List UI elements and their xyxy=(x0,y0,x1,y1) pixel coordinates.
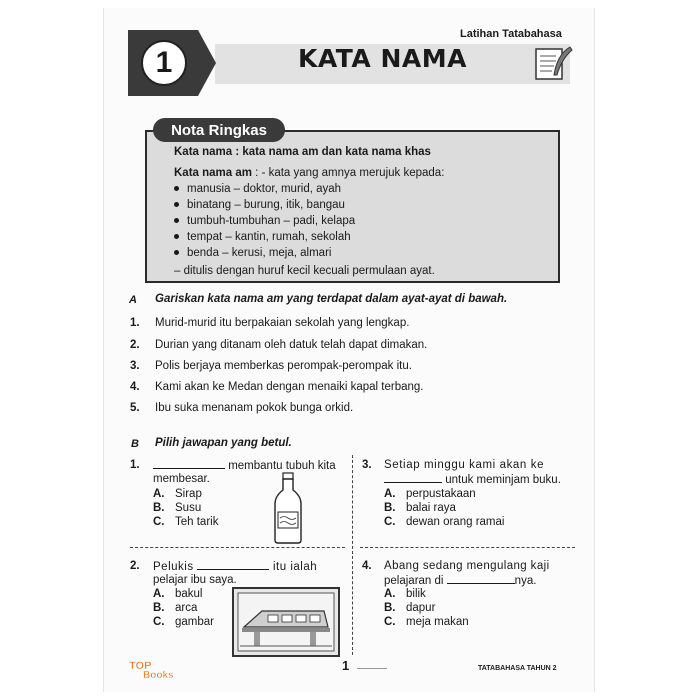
page-title: KATA NAMA xyxy=(298,44,467,73)
note-bullet-item: binatang – burung, itik, bangau xyxy=(174,199,345,211)
book-title: TATABAHASA TAHUN 2 xyxy=(478,665,557,672)
note-definition: Kata nama : kata nama am dan kata nama khas xyxy=(174,146,431,158)
bullet-icon xyxy=(174,234,179,239)
row-divider-right xyxy=(360,547,575,548)
question-text-line2: membesar. xyxy=(153,473,210,485)
section-a-letter: A xyxy=(129,294,137,306)
option-letter: A. xyxy=(384,488,396,500)
option-letter: B. xyxy=(384,602,396,614)
section-b-letter: B xyxy=(131,438,139,450)
question-text: membantu tubuh kita xyxy=(153,459,336,472)
option-letter: C. xyxy=(384,516,396,528)
bullet-icon xyxy=(174,202,179,207)
framed-train-picture-icon xyxy=(232,587,340,657)
note-am-line xyxy=(174,167,444,179)
answer-blank xyxy=(153,459,225,469)
option-text: arca xyxy=(175,602,198,614)
svg-text:Books: Books xyxy=(143,670,174,680)
answer-blank xyxy=(197,560,269,570)
question-text: Kami akan ke Medan dengan menaiki kapal terbang. xyxy=(155,381,424,393)
column-divider xyxy=(352,455,353,655)
option-letter: A. xyxy=(384,588,396,600)
option-text: Teh tarik xyxy=(175,516,219,528)
option-text: Susu xyxy=(175,502,202,514)
question-number: 5. xyxy=(130,402,140,414)
option-text: Sirap xyxy=(175,488,202,500)
option-text: gambar xyxy=(175,616,214,628)
option-letter: A. xyxy=(153,488,165,500)
question-text: Durian yang ditanam oleh datuk telah dapat dimakan. xyxy=(155,339,428,351)
option-text: perpustakaan xyxy=(406,488,476,500)
question-number: 1. xyxy=(130,459,140,471)
page-number: 1 xyxy=(342,658,350,673)
question-number: 2. xyxy=(130,560,140,572)
note-tab: Nota Ringkas xyxy=(153,118,285,142)
question-number: 3. xyxy=(130,360,140,372)
question-number: 4. xyxy=(130,381,140,393)
section-a-instruction: Gariskan kata nama am yang terdapat dalam ayat-ayat di bawah. xyxy=(155,293,508,305)
question-number: 3. xyxy=(362,459,372,471)
question-text: Polis berjaya memberkas perompak-perompak itu. xyxy=(155,360,412,372)
option-text: meja makan xyxy=(406,616,469,628)
note-bullet-item: tumbuh-tumbuhan – padi, kelapa xyxy=(174,215,355,227)
bullet-icon xyxy=(174,186,179,191)
option-letter: B. xyxy=(153,602,165,614)
option-text: balai raya xyxy=(406,502,456,514)
question-text-line2: pelajaran di nya. xyxy=(384,575,537,587)
note-am-label: Kata nama am xyxy=(174,167,252,179)
chapter-number: 1 xyxy=(141,40,187,86)
chapter-arrow xyxy=(198,30,216,96)
note-footnote: – ditulis dengan huruf kecil kecuali permulaan ayat. xyxy=(174,265,435,277)
question-number: 1. xyxy=(130,317,140,329)
page-number-rule xyxy=(357,668,387,669)
document-quill-icon xyxy=(530,45,574,83)
answer-blank xyxy=(447,574,515,584)
option-letter: C. xyxy=(384,616,396,628)
bullet-icon xyxy=(174,250,179,255)
option-text: dapur xyxy=(406,602,436,614)
note-bullet-item: benda – kerusi, meja, almari xyxy=(174,247,331,259)
milk-bottle-icon xyxy=(271,472,305,544)
topbooks-logo-icon xyxy=(127,658,199,680)
note-am-desc: : - kata yang amnya merujuk kepada: xyxy=(251,167,445,179)
question-number: 4. xyxy=(362,560,372,572)
option-letter: B. xyxy=(384,502,396,514)
question-text-line2: untuk meminjam buku. xyxy=(384,473,561,486)
option-letter: C. xyxy=(153,616,165,628)
question-text: Pelukis itu ialah xyxy=(153,561,318,573)
option-text: bakul xyxy=(175,588,203,600)
question-text: Murid-murid itu berpakaian sekolah yang lengkap. xyxy=(155,317,410,329)
option-text: bilik xyxy=(406,588,426,600)
row-divider-left xyxy=(130,547,345,548)
question-text: Setiap minggu kami akan ke xyxy=(384,459,545,471)
option-text: dewan orang ramai xyxy=(406,516,505,528)
option-letter: A. xyxy=(153,588,165,600)
question-number: 2. xyxy=(130,339,140,351)
header-subtitle: Latihan Tatabahasa xyxy=(460,28,562,40)
section-b-instruction: Pilih jawapan yang betul. xyxy=(155,437,292,449)
svg-text:TOP: TOP xyxy=(129,660,152,672)
note-bullet-item: manusia – doktor, murid, ayah xyxy=(174,183,341,195)
option-letter: B. xyxy=(153,502,165,514)
bullet-icon xyxy=(174,218,179,223)
question-text-line2: pelajar ibu saya. xyxy=(153,574,237,586)
option-letter: C. xyxy=(153,516,165,528)
note-bullet-item: tempat – kantin, rumah, sekolah xyxy=(174,231,351,243)
answer-blank xyxy=(384,473,442,483)
question-text: Abang sedang mengulang kaji xyxy=(384,560,550,572)
question-text: Ibu suka menanam pokok bunga orkid. xyxy=(155,402,354,414)
